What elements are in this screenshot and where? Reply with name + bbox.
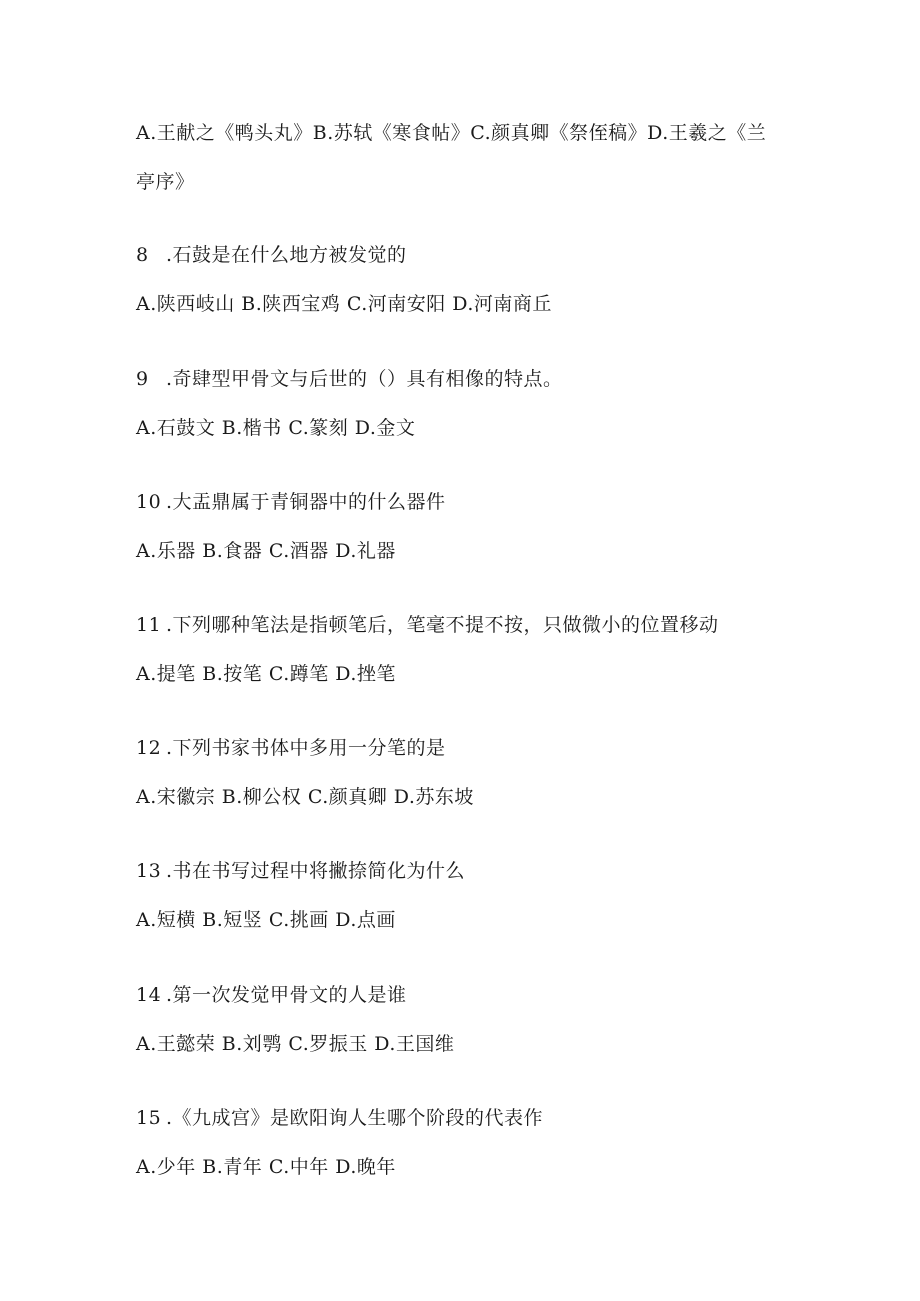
question-text: .大盂鼎属于青铜器中的什么器件 — [166, 491, 446, 513]
intro-options-line-1: A.王献之《鸭头丸》B.苏轼《寒食帖》C.颜真卿《祭侄稿》D.王羲之《兰 — [136, 122, 767, 144]
question-15 — [136, 1106, 543, 1130]
question-11-options: A.提笔 B.按笔 C.蹲笔 D.挫笔 — [136, 663, 396, 685]
question-number: 12 — [136, 737, 162, 759]
question-14 — [136, 983, 407, 1007]
question-number: 11 — [136, 614, 162, 636]
question-text: .下列哪种笔法是指顿笔后，笔毫不提不按，只做微小的位置移动 — [166, 614, 719, 636]
question-14-options: A.王懿荣 B.刘鹗 C.罗振玉 D.王国维 — [136, 1033, 455, 1055]
question-number: 8 — [136, 244, 149, 266]
question-9-options: A.石鼓文 B.楷书 C.篆刻 D.金文 — [136, 417, 416, 439]
question-9 — [136, 367, 563, 391]
question-13-options: A.短横 B.短竖 C.挑画 D.点画 — [136, 909, 396, 931]
question-text: .书在书写过程中将撇捺简化为什么 — [166, 860, 466, 882]
question-15-options: A.少年 B.青年 C.中年 D.晚年 — [136, 1156, 396, 1178]
question-text: .第一次发觉甲骨文的人是谁 — [166, 984, 407, 1006]
question-13 — [136, 859, 465, 883]
question-number: 14 — [136, 984, 162, 1006]
question-10 — [136, 490, 446, 514]
question-number: 15 — [136, 1107, 162, 1129]
question-10-options: A.乐器 B.食器 C.酒器 D.礼器 — [136, 540, 396, 562]
question-8 — [136, 243, 407, 267]
question-number: 9 — [136, 368, 149, 390]
question-number: 10 — [136, 491, 162, 513]
question-number: 13 — [136, 860, 162, 882]
question-text: .下列书家书体中多用一分笔的是 — [166, 737, 446, 759]
question-8-options: A.陕西岐山 B.陕西宝鸡 C.河南安阳 D.河南商丘 — [136, 293, 552, 315]
question-12 — [136, 736, 446, 760]
question-11 — [136, 613, 719, 637]
question-text: .奇肆型甲骨文与后世的（）具有相像的特点。 — [166, 368, 563, 390]
question-text: .石鼓是在什么地方被发觉的 — [166, 244, 407, 266]
question-12-options: A.宋徽宗 B.柳公权 C.颜真卿 D.苏东坡 — [136, 786, 474, 808]
intro-options-line-2: 亭序》 — [136, 171, 195, 193]
question-text: .《九成宫》是欧阳询人生哪个阶段的代表作 — [166, 1107, 544, 1129]
